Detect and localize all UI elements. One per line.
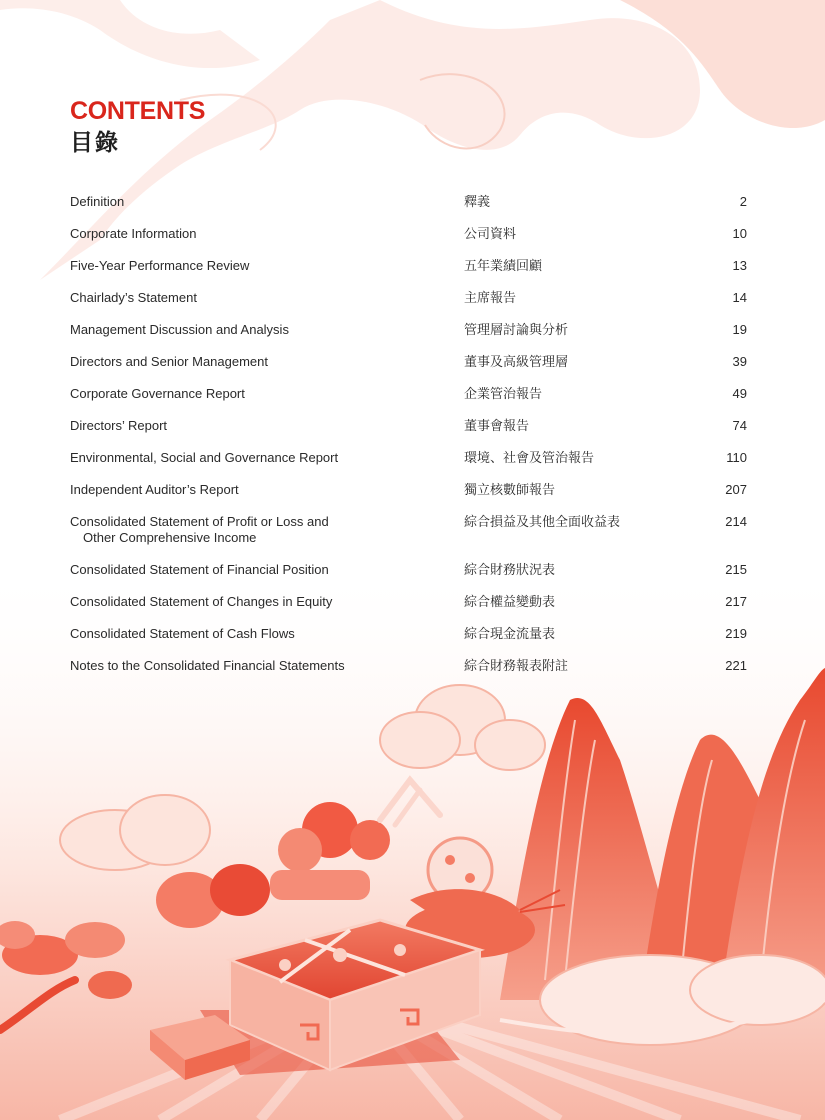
contents-header: [70, 96, 205, 156]
page-title: CONTENTS: [70, 97, 206, 125]
toc-page-number: 2: [739, 194, 747, 209]
toc-title-en: Notes to the Consolidated Financial Statements: [70, 658, 345, 673]
toc-title-zh: 綜合現金流量表: [464, 626, 556, 641]
toc-row[interactable]: [70, 258, 747, 290]
toc-title-en: Independent Auditor’s Report: [70, 482, 239, 497]
toc-page-number: 215: [725, 562, 747, 577]
toc-page-number: 217: [725, 594, 747, 609]
toc-page-number: 10: [732, 226, 747, 241]
toc-title-zh: 董事及高級管理層: [464, 354, 569, 369]
toc-title-en: Consolidated Statement of Profit or Loss and Other Comprehensive Income: [70, 514, 410, 546]
toc-title-en: Environmental, Social and Governance Report: [70, 450, 339, 465]
toc-page-number: 219: [725, 626, 747, 641]
toc-title-en: Five-Year Performance Review: [70, 258, 250, 273]
toc-row[interactable]: [70, 226, 747, 258]
toc-row[interactable]: [70, 594, 747, 626]
toc-title-en: Chairlady’s Statement: [70, 290, 197, 305]
toc-title-zh: 公司資料: [464, 226, 517, 241]
toc-page-number: 214: [725, 514, 747, 529]
toc-row[interactable]: [70, 354, 747, 386]
toc-page-number: 19: [732, 322, 747, 337]
toc-title-zh: 五年業績回顧: [464, 258, 543, 273]
toc-title-zh: 環境、社會及管治報告: [464, 450, 595, 465]
toc-title-en-continued: Other Comprehensive Income: [83, 530, 257, 545]
toc-row[interactable]: [70, 290, 747, 322]
toc-page-number: 14: [732, 290, 747, 305]
toc-row[interactable]: [70, 322, 747, 354]
toc-row[interactable]: [70, 562, 747, 594]
toc-page-number: 39: [732, 354, 747, 369]
toc-row[interactable]: [70, 514, 747, 562]
toc-title-zh: 綜合權益變動表: [464, 594, 556, 609]
toc-row[interactable]: [70, 658, 747, 690]
toc-title-zh: 釋義: [464, 194, 491, 209]
toc-title-zh: 董事會報告: [464, 418, 530, 433]
table-of-contents: [70, 194, 747, 690]
toc-title-en: Corporate Information: [70, 226, 197, 241]
toc-row[interactable]: [70, 626, 747, 658]
toc-page-number: 110: [726, 450, 747, 465]
toc-row[interactable]: [70, 450, 747, 482]
toc-title-zh: 獨立核數師報告: [464, 482, 556, 497]
toc-row[interactable]: [70, 194, 747, 226]
toc-title-zh: 企業管治報告: [464, 386, 543, 401]
toc-title-en: Management Discussion and Analysis: [70, 322, 289, 337]
toc-page-number: 13: [732, 258, 747, 273]
toc-title-zh: 綜合財務報表附註: [464, 658, 569, 673]
toc-title-en: Directors and Senior Management: [70, 354, 268, 369]
toc-title-en: Consolidated Statement of Financial Position: [70, 562, 329, 577]
toc-title-zh: 綜合財務狀況表: [464, 562, 556, 577]
toc-title-en: Consolidated Statement of Changes in Equity: [70, 594, 333, 609]
toc-page-number: 207: [725, 482, 747, 497]
toc-title-en: Consolidated Statement of Cash Flows: [70, 626, 295, 641]
page-title-chinese: 目錄: [70, 129, 120, 155]
toc-page-number: 74: [732, 418, 747, 433]
toc-title-zh: 綜合損益及其他全面收益表: [464, 514, 621, 529]
toc-title-zh: 管理層討論與分析: [464, 322, 569, 337]
toc-title-en: Corporate Governance Report: [70, 386, 245, 401]
toc-title-zh: 主席報告: [464, 290, 517, 305]
toc-row[interactable]: [70, 418, 747, 450]
toc-title-en: Definition: [70, 194, 125, 209]
toc-page-number: 221: [725, 658, 747, 673]
toc-title-en: Directors’ Report: [70, 418, 168, 433]
toc-row[interactable]: [70, 386, 747, 418]
toc-row[interactable]: [70, 482, 747, 514]
toc-page-number: 49: [732, 386, 747, 401]
